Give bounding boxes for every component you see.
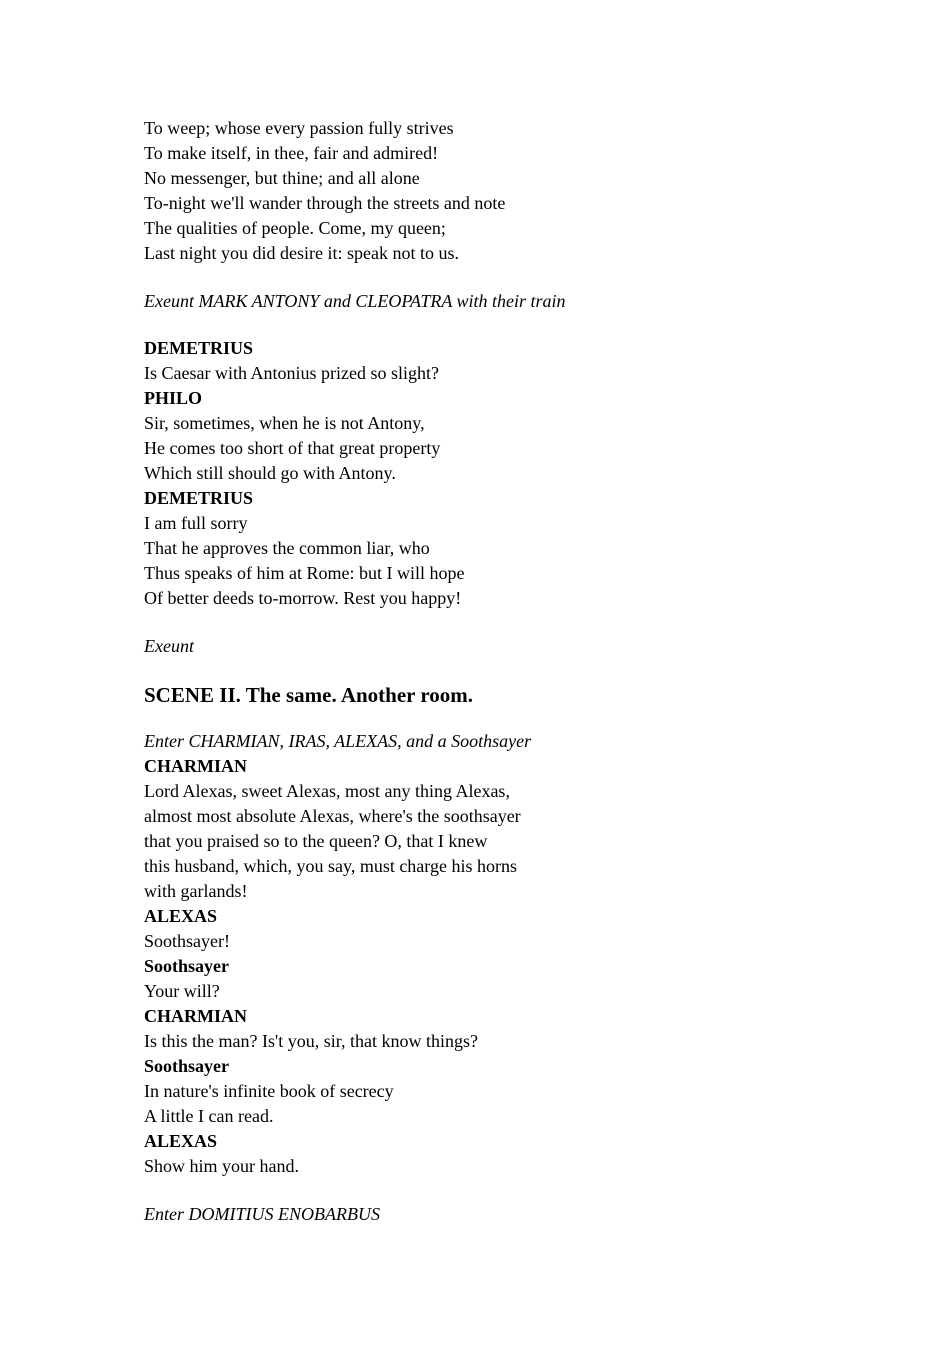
stage-direction-exeunt-antony-cleopatra: Exeunt MARK ANTONY and CLEOPATRA with their train [144, 291, 566, 311]
verse-line: Is this the man? Is't you, sir, that know things? [144, 1031, 478, 1051]
verse-line: Which still should go with Antony. [144, 463, 396, 483]
dialogue-block-2 [144, 754, 844, 1179]
dialogue-block-1 [144, 336, 844, 611]
verse-line: To-night we'll wander through the streets and note [144, 193, 506, 213]
verse-line: I am full sorry [144, 513, 248, 533]
speaker-name: DEMETRIUS [144, 488, 254, 508]
prose-line: with garlands! [144, 881, 248, 901]
verse-line: Soothsayer! [144, 931, 230, 951]
prose-line: this husband, which, you say, must charge his horns [144, 856, 517, 876]
opening-speech [144, 116, 844, 266]
prose-line: almost most absolute Alexas, where's the soothsayer [144, 806, 521, 826]
verse-line: That he approves the common liar, who [144, 538, 430, 558]
speaker-name: CHARMIAN [144, 756, 247, 776]
verse-line: To make itself, in thee, fair and admired! [144, 143, 439, 163]
verse-line: Your will? [144, 981, 220, 1001]
speaker-name: ALEXAS [144, 906, 218, 926]
script-page [144, 116, 844, 1227]
verse-line: To weep; whose every passion fully strives [144, 118, 454, 138]
prose-line: that you praised so to the queen? O, that I knew [144, 831, 488, 851]
stage-direction-exeunt: Exeunt [144, 636, 194, 656]
speaker-name: PHILO [144, 388, 203, 408]
verse-line: A little I can read. [144, 1106, 274, 1126]
verse-line: Is Caesar with Antonius prized so slight? [144, 363, 439, 383]
prose-line: Lord Alexas, sweet Alexas, most any thing Alexas, [144, 781, 510, 801]
verse-line: He comes too short of that great property [144, 438, 441, 458]
speaker-name: Soothsayer [144, 956, 229, 976]
verse-line: Last night you did desire it: speak not to us. [144, 243, 459, 263]
verse-line: Sir, sometimes, when he is not Antony, [144, 413, 425, 433]
stage-direction-enter-enobarbus: Enter DOMITIUS ENOBARBUS [144, 1204, 380, 1224]
verse-line: Show him your hand. [144, 1156, 299, 1176]
speaker-name: Soothsayer [144, 1056, 229, 1076]
verse-line: Of better deeds to-morrow. Rest you happy! [144, 588, 462, 608]
verse-line: No messenger, but thine; and all alone [144, 168, 420, 188]
verse-line: The qualities of people. Come, my queen; [144, 218, 446, 238]
verse-line: In nature's infinite book of secrecy [144, 1081, 394, 1101]
speaker-name: ALEXAS [144, 1131, 218, 1151]
speaker-name: DEMETRIUS [144, 338, 254, 358]
speaker-name: CHARMIAN [144, 1006, 247, 1026]
stage-direction-enter-charmian: Enter CHARMIAN, IRAS, ALEXAS, and a Soothsayer [144, 731, 532, 751]
scene-heading: SCENE II. The same. Another room. [144, 683, 474, 707]
verse-line: Thus speaks of him at Rome: but I will hope [144, 563, 465, 583]
